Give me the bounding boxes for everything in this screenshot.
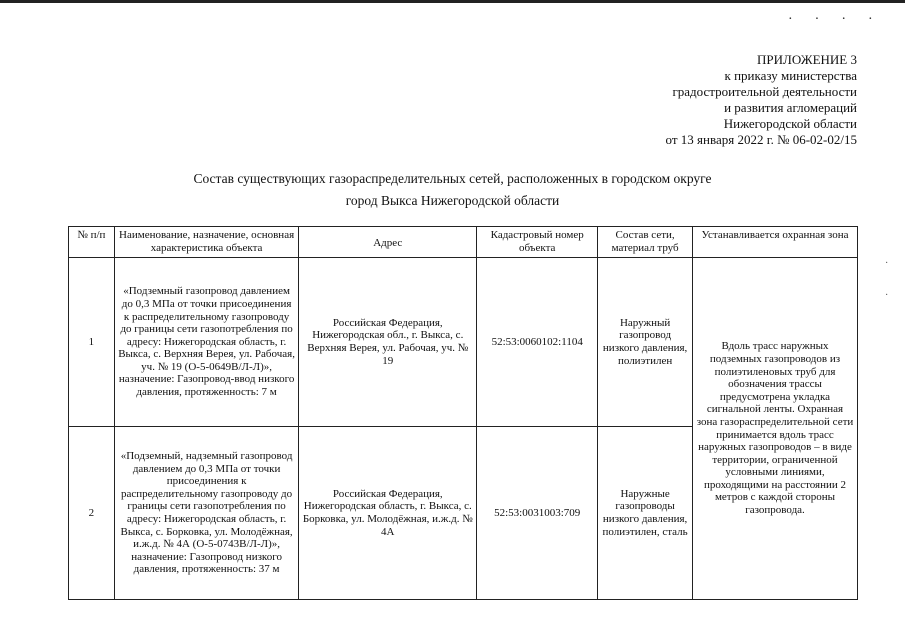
row-network: Наружный газопровод низкого давления, полиэтилен: [598, 258, 693, 427]
appendix-line: и развития агломераций: [724, 100, 857, 115]
scan-mark: ·: [885, 290, 889, 301]
row-network: Наружные газопроводы низкого давления, полиэтилен, сталь: [598, 427, 693, 600]
header-name: Наименование, назначение, основная характеристика объекта: [114, 227, 299, 258]
gas-network-table: [68, 226, 858, 600]
title-line: город Выкса Нижегородской области: [345, 193, 560, 208]
appendix-line: Нижегородской области: [723, 116, 857, 131]
header-address: Адрес: [299, 227, 477, 258]
header-network: Состав сети, материал труб: [598, 227, 693, 258]
table-row: [69, 258, 858, 427]
document-title: [0, 168, 905, 212]
row-num: 2: [69, 427, 115, 600]
appendix-block: [537, 52, 857, 148]
row-num: 1: [69, 258, 115, 427]
row-name: «Подземный, надземный газопровод давлением до 0,3 МПа от точки присоединения к распределительному газопроводу до границы сети газопотребления по адресу: Нижегородская область, г. Выкса, с. Борковка, ул. Молодёжная, и.ж.д. № 4А (О-5-0743В/Л-Л)», назначение: Газопровод низкого давления, протяженность: 37 м: [114, 427, 299, 600]
scan-top-border: [0, 0, 905, 3]
row-name: «Подземный газопровод давлением до 0,3 МПа от точки присоединения к распределительному газопроводу до границы сети газопотребления по адресу: Нижегородская область, г. Выкса, с. Верхняя Верея, ул. Рабочая, уч. № 19 (О-5-0649В/Л-Л)», назначение: Газопровод-ввод низкого давления, протяженность: 7 м: [114, 258, 299, 427]
appendix-line: градостроительной деятельности: [672, 84, 857, 99]
scan-mark: ·: [885, 258, 889, 269]
row-address: Российская Федерация, Нижегородская обл., г. Выкса, с. Верхняя Верея, ул. Рабочая, уч. № 19: [299, 258, 477, 427]
header-num: № п/п: [69, 227, 115, 258]
appendix-line: от 13 января 2022 г. № 06-02-02/15: [665, 132, 857, 147]
header-zone: Устанавливается охранная зона: [693, 227, 858, 258]
table-header-row: [69, 227, 858, 258]
appendix-line: к приказу министерства: [724, 68, 857, 83]
row-cadastral: 52:53:0031003:709: [477, 427, 598, 600]
zone-cell: Вдоль трасс наружных подземных газопроводов из полиэтиленовых труб для обозначения трассы предусмотрена укладка сигнальной ленты. Охранная зона газораспределительной сети принимается вдоль трасс наружных газопроводов – в виде территории, ограниченной условными линиями, проходящими на расстоянии 2 метров с каждой стороны газопровода.: [693, 258, 858, 600]
row-cadastral: 52:53:0060102:1104: [477, 258, 598, 427]
appendix-line: ПРИЛОЖЕНИЕ 3: [757, 52, 857, 67]
header-cadastral: Кадастровый номер объекта: [477, 227, 598, 258]
title-line: Состав существующих газораспределительных сетей, расположенных в городском округе: [193, 171, 712, 186]
row-address: Российская Федерация, Нижегородская область, г. Выкса, с. Борковка, ул. Молодёжная, и.ж.д. № 4А: [299, 427, 477, 600]
scan-dots: ····: [788, 12, 895, 27]
